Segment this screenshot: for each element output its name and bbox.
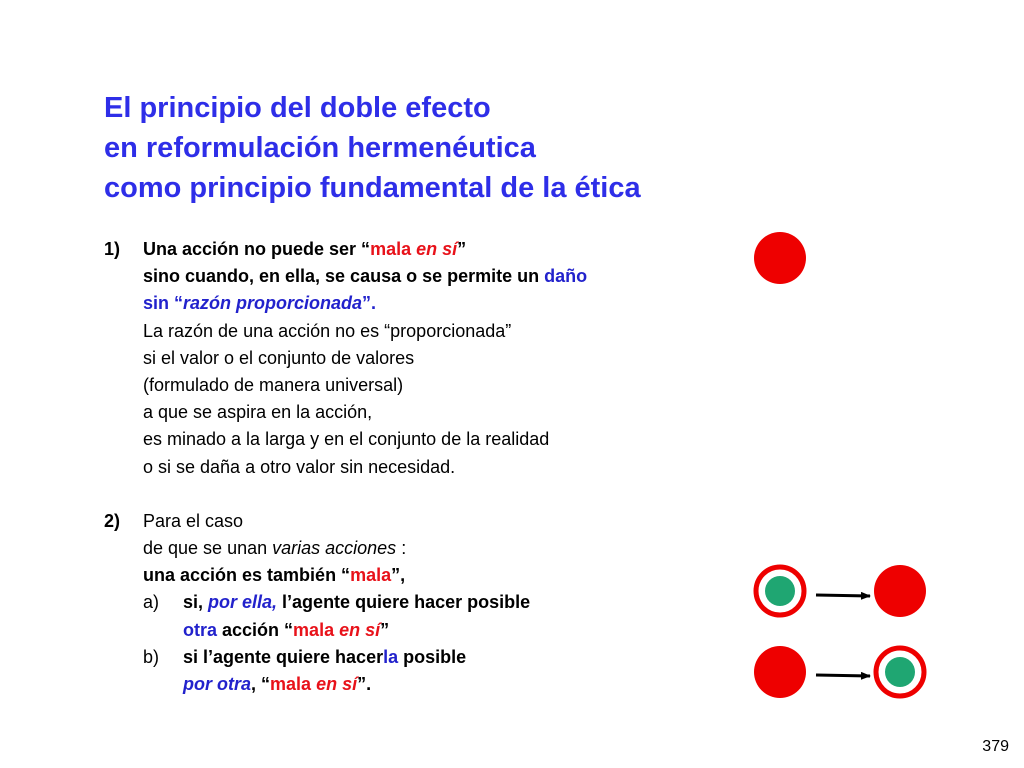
text: l’agente quiere hacer posible — [277, 592, 531, 613]
title-line-3: como principio fundamental de la ética — [104, 172, 641, 204]
text: ” — [380, 619, 390, 640]
text: si, — [183, 592, 209, 613]
text-red: mala — [270, 674, 317, 694]
text-blue-italic: por ella, — [208, 592, 278, 613]
text-blue: sin “ — [143, 293, 184, 314]
text: , “ — [251, 674, 271, 694]
text: posible — [398, 646, 467, 667]
red-dot — [754, 646, 806, 698]
title-line-2: en reformulación hermenéutica — [104, 132, 536, 164]
point-1-number: 1) — [104, 239, 121, 259]
text-red: mala — [370, 239, 417, 259]
text: si el valor o el conjunto de valores — [143, 347, 415, 368]
text-italic: varias acciones — [272, 538, 397, 559]
text-blue-italic: razón proporcionada — [183, 293, 363, 314]
text-blue: otra — [183, 619, 218, 640]
case-a-diagram — [756, 565, 926, 617]
point-2-number: 2) — [104, 510, 121, 531]
text: : — [396, 538, 407, 559]
text: ”. — [357, 674, 372, 694]
text: o si se daña a otro valor sin necesidad. — [143, 456, 456, 477]
text: (formulado de manera universal) — [143, 374, 404, 395]
text-blue: la — [383, 646, 399, 667]
text: de que se unan — [143, 538, 273, 559]
sub-label-b: b) — [143, 646, 160, 667]
text-red: mala — [293, 619, 340, 640]
text: Para el caso — [143, 510, 244, 531]
text: ”, — [391, 565, 406, 586]
red-dot — [874, 565, 926, 617]
text: ” — [457, 239, 467, 259]
title-line-1: El principio del doble efecto — [104, 92, 491, 124]
arrow-line — [816, 675, 870, 676]
red-dot-evil-act — [754, 232, 806, 284]
green-dot — [765, 576, 795, 606]
text-red-italic: en sí — [316, 674, 358, 694]
text: a que se aspira en la acción, — [143, 402, 373, 423]
text-blue: ”. — [362, 293, 377, 314]
text: si l’agente quiere hacer — [183, 646, 384, 667]
green-dot — [885, 657, 915, 687]
arrow-line — [816, 595, 870, 596]
text-blue: daño — [544, 266, 588, 287]
page-number: 379 — [982, 738, 1009, 755]
text: Una acción no puede ser “ — [143, 239, 371, 259]
text: acción “ — [217, 619, 294, 640]
sub-label-a: a) — [143, 592, 160, 613]
text: sino cuando, en ella, se causa o se permite un — [143, 266, 545, 287]
text-red-italic: en sí — [339, 619, 381, 640]
text: La razón de una acción no es “proporcionada” — [143, 320, 512, 341]
text: una acción es también “ — [143, 565, 351, 586]
text-blue-italic: por otra — [183, 674, 252, 694]
text-red-italic: en sí — [416, 239, 458, 259]
text: es minado a la larga y en el conjunto de la realidad — [143, 429, 550, 450]
text-red: mala — [350, 565, 392, 586]
case-b-diagram — [754, 646, 924, 698]
